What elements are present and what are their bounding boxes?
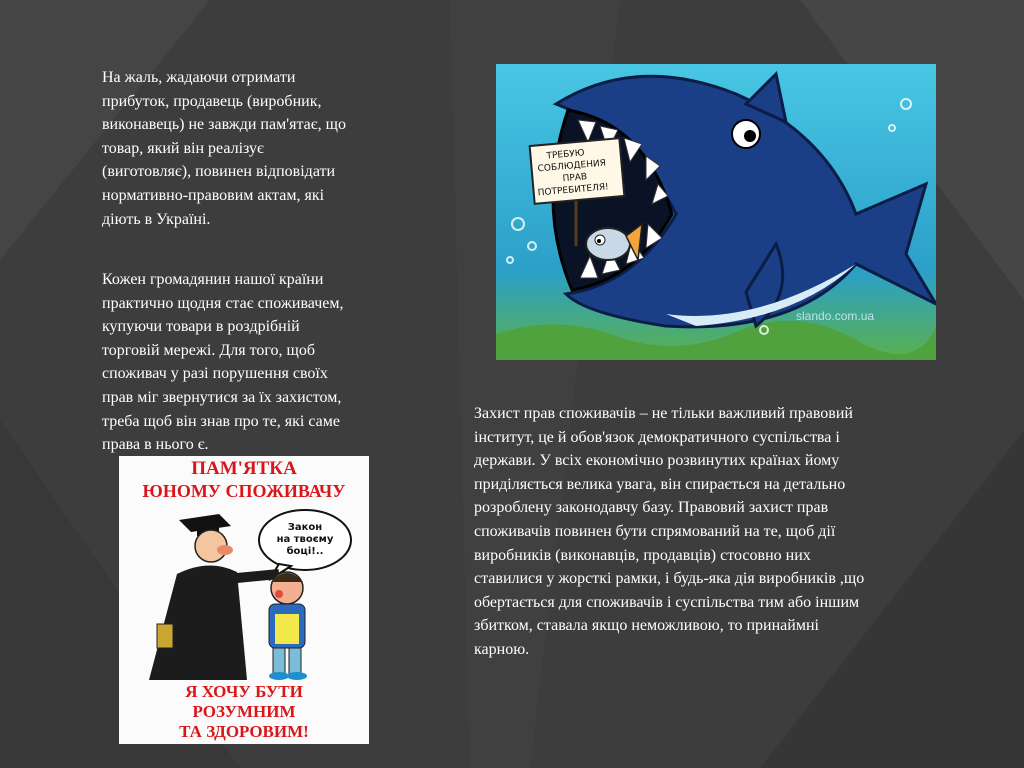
shark-illustration <box>496 64 936 360</box>
bubble-line-2: на твоєму <box>276 534 334 545</box>
sign-line-4: ПОТРЕБИТЕЛЯ! <box>537 182 610 199</box>
paragraph-consumer-protection: Захист прав споживачів – не тільки важливий правовий інститут, це й обов'язок демократичного суспільства і держави. У всіх економічно розвинутих країнах йому приділяється велика увага, він спирається на детально розроблену законодавчу базу. Правовий захист прав споживачів повинен бути спрямований на те, щоб дії виробників (виконавців, продавців) стосовно них ставилися у жорсткі рамки, і будь-яка дія виробників ,що обертається для споживачів і суспільства тим або іншим збитком, ставала якщо неможливою, то принаймні карною. <box>474 405 865 658</box>
shark-watermark: slando.com.ua <box>796 309 875 323</box>
memo-title-line-1: ПАМ'ЯТКА <box>191 458 297 479</box>
paragraph-citizen-consumer: Кожен громадянин нашої країни практично щодня стає споживачем, купуючи товари в роздрібній торговій мережі. Для того, щоб споживач у разі порушення своїх прав міг звернутися за їх захистом, треба щоб він знав про те, які саме права в нього є. <box>102 271 344 454</box>
consumer-memo-image <box>119 456 369 744</box>
memo-title-line-2: ЮНОМУ СПОЖИВАЧУ <box>142 481 346 501</box>
sign-line-1: ТРЕБУЮ <box>546 148 585 162</box>
memo-illustration <box>119 504 369 680</box>
shark-cartoon-image <box>496 64 936 360</box>
memo-bottom-line-1: Я ХОЧУ БУТИ <box>185 682 303 701</box>
memo-bottom-line-2: РОЗУМНИМ <box>192 702 296 721</box>
bubble-line-1: Закон <box>287 522 323 533</box>
sign-line-2: СОБЛЮДЕНИЯ <box>537 158 607 175</box>
bubble-line-3: боці!.. <box>286 546 324 557</box>
sign-line-3: ПРАВ <box>562 172 588 185</box>
memo-bottom-line-3: ТА ЗДОРОВИМ! <box>179 722 309 741</box>
paragraph-seller-obligations: На жаль, жадаючи отримати прибуток, продавець (виробник, виконавець) не завжди пам'ятає, що товар, який він реалізує (виготовляє), повинен відповідати нормативно-правовим актам, які діють в Україні. <box>102 69 346 228</box>
